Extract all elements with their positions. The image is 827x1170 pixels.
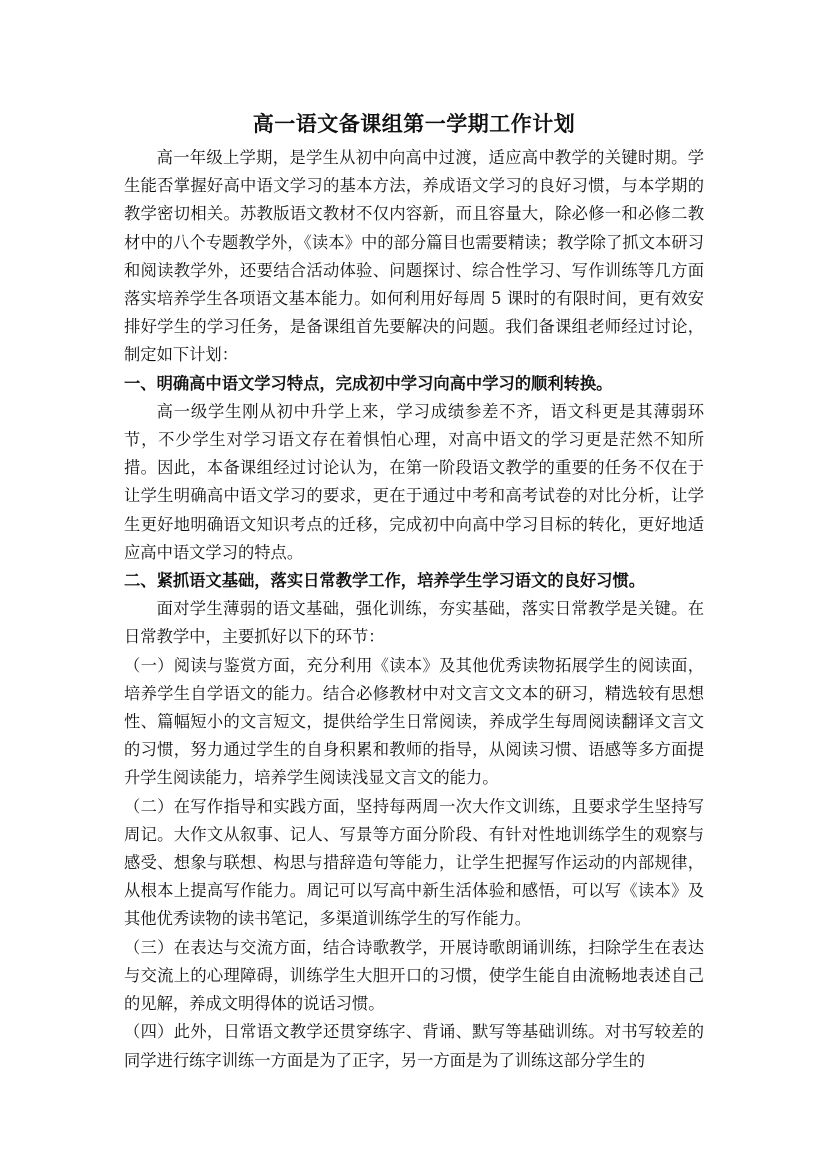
item-3-expression-paragraph: （三）在表达与交流方面，结合诗歌教学，开展诗歌朗诵训练，扫除学生在表达与交流上的心理障碍，训练学生大胆开口的习惯，使学生能自由流畅地表述自己的见解，养成文明得体的说话习惯。 <box>124 937 704 1014</box>
intro-paragraph: 高一年级上学期，是学生从初中向高中过渡，适应高中教学的关键时期。学生能否掌握好高中语文学习的基本方法，养成语文学习的良好习惯，与本学期的教学密切相关。苏教版语文教材不仅内容新，而且容量大，除必修一和必修二教材中的八个专题教学外，《读本》中的部分篇目也需要精读；教学除了抓文本研习和阅读教学外，还要结合活动体验、问题探讨、综合性学习、写作训练等几方面落实培养学生各项语文基本能力。如何利用好每周 5 课时的有限时间，更有效安排好学生的学习任务，是备课组首先要解决的问题。我们备课组老师经过讨论，制定如下计划： <box>124 148 704 365</box>
section-heading-2: 二、紧抓语文基础，落实日常教学工作，培养学生学习语文的良好习惯。 <box>124 571 646 591</box>
item-4-basics-paragraph: （四）此外，日常语文教学还贯穿练字、背诵、默写等基础训练。对书写较差的同学进行练字训练一方面是为了正字，另一方面是为了训练这部分学生的 <box>124 1022 704 1070</box>
document-title: 高一语文备课组第一学期工作计划 <box>252 111 576 136</box>
section-2-intro-paragraph: 面对学生薄弱的语文基础，强化训练，夯实基础，落实日常教学是关键。在日常教学中，主要抓好以下的环节： <box>124 599 704 647</box>
document-page <box>124 110 704 1075</box>
section-heading-1: 一、明确高中语文学习特点，完成初中学习向高中学习的顺利转换。 <box>124 373 613 393</box>
section-1-paragraph: 高一级学生刚从初中升学上来，学习成绩参差不齐，语文科更是其薄弱环节，不少学生对学习语文存在着惧怕心理，对高中语文的学习更是茫然不知所措。因此，本备课组经过讨论认为，在第一阶段语文教学的重要的任务不仅在于让学生明确高中语文学习的要求，更在于通过中考和高考试卷的对比分析，让学生更好地明确语文知识考点的迁移，完成初中向高中学习目标的转化，更好地适应高中语文学习的特点。 <box>124 401 704 562</box>
item-1-reading-paragraph: （一）阅读与鉴赏方面，充分利用《读本》及其他优秀读物拓展学生的阅读面，培养学生自学语文的能力。结合必修教材中对文言文文本的研习，精选较有思想性、篇幅短小的文言短文，提供给学生日常阅读，养成学生每周阅读翻译文言文的习惯，努力通过学生的自身积累和教师的指导，从阅读习惯、语感等多方面提升学生阅读能力，培养学生阅读浅显文言文的能力。 <box>124 655 704 788</box>
item-2-writing-paragraph: （二）在写作指导和实践方面，坚持每两周一次大作文训练，且要求学生坚持写周记。大作文从叙事、记人、写景等方面分阶段、有针对性地训练学生的观察与感受、想象与联想、构思与措辞造句等能力，让学生把握写作运动的内部规律，从根本上提高写作能力。周记可以写高中新生活体验和感悟，可以写《读本》及其他优秀读物的读书笔记，多渠道训练学生的写作能力。 <box>124 796 704 929</box>
